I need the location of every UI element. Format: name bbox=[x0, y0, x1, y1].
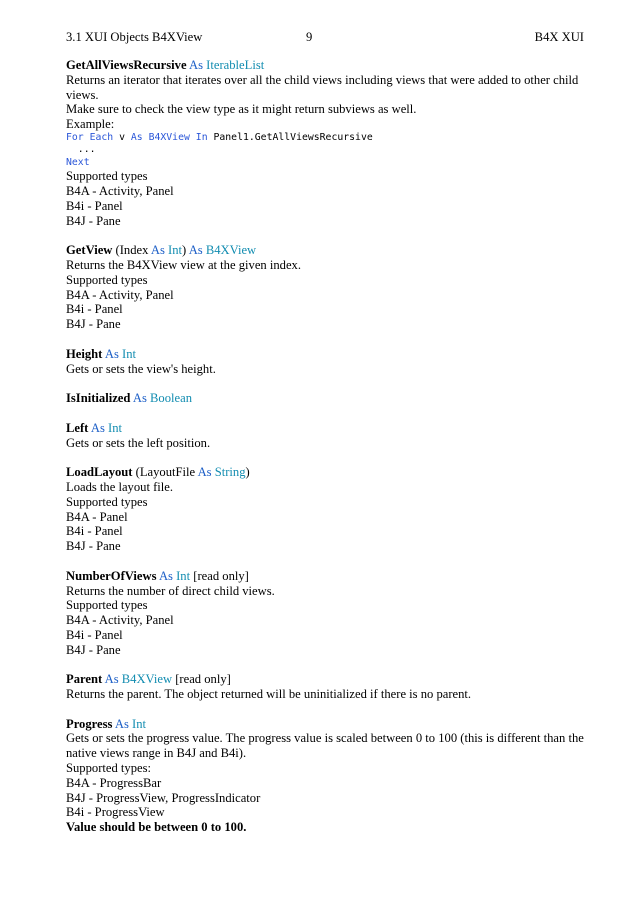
supported-b4i: B4i - Panel bbox=[66, 198, 123, 213]
description: Gets or sets the left position. bbox=[66, 435, 211, 450]
return-type: Int bbox=[176, 568, 191, 583]
return-type: Boolean bbox=[150, 391, 192, 406]
keyword-as: As bbox=[150, 243, 165, 258]
supported-b4j: B4J - Pane bbox=[66, 539, 121, 554]
supported-types-label: Supported types bbox=[66, 598, 148, 613]
supported-b4i: B4i - ProgressView bbox=[66, 805, 165, 820]
keyword-as: As bbox=[158, 568, 173, 583]
entry-get-view bbox=[66, 243, 586, 332]
read-only-suffix: [read only] bbox=[172, 672, 231, 687]
code-keyword-as: As bbox=[130, 131, 143, 143]
params-open: (LayoutFile bbox=[132, 465, 198, 480]
entry-progress bbox=[66, 717, 586, 835]
supported-types-label: Supported types: bbox=[66, 761, 152, 776]
code-keyword-next: Next bbox=[66, 156, 90, 168]
supported-types-label: Supported types bbox=[66, 494, 148, 509]
description: Returns the parent. The object returned will be uninitialized if there is no parent. bbox=[66, 687, 472, 702]
supported-b4j: B4J - Pane bbox=[66, 642, 121, 657]
entry-get-all-views-recursive bbox=[66, 58, 586, 228]
return-type: IterableList bbox=[206, 58, 265, 72]
params-close: ) bbox=[245, 465, 250, 480]
code-ellipsis: ... bbox=[66, 144, 96, 156]
member-name: Left bbox=[66, 420, 89, 435]
supported-b4j: B4J - Pane bbox=[66, 317, 121, 332]
entry-signature bbox=[66, 243, 586, 258]
keyword-as: As bbox=[104, 672, 119, 687]
code-keyword-for-each: For Each bbox=[66, 131, 114, 143]
description: Returns the number of direct child views. bbox=[66, 583, 275, 598]
description: Returns the B4XView view at the given index. bbox=[66, 257, 301, 272]
supported-b4i: B4i - Panel bbox=[66, 524, 123, 539]
keyword-as: As bbox=[114, 716, 129, 731]
entry-signature bbox=[66, 347, 586, 362]
entry-left bbox=[66, 421, 586, 451]
member-name: LoadLayout bbox=[66, 465, 133, 480]
description: Gets or sets the view's height. bbox=[66, 361, 216, 376]
param-type: String bbox=[214, 465, 246, 480]
code-type: B4XView bbox=[148, 131, 190, 143]
code-example bbox=[66, 132, 586, 169]
entry-load-layout bbox=[66, 465, 586, 554]
value-range-note: Value should be between 0 to 100. bbox=[66, 820, 247, 835]
supported-b4a: B4A - Activity, Panel bbox=[66, 287, 174, 302]
return-type: Int bbox=[122, 346, 137, 361]
supported-b4i: B4i - Panel bbox=[66, 627, 123, 642]
description: Gets or sets the progress value. The progress value is scaled between 0 to 100 (this is different than the native views range in B4J and B4i). bbox=[66, 731, 584, 761]
supported-types-label: Supported types bbox=[66, 272, 148, 287]
header-section-title: 3.1 XUI Objects B4XView bbox=[66, 30, 203, 44]
keyword-as: As bbox=[90, 420, 105, 435]
member-name: Parent bbox=[66, 672, 103, 687]
entry-number-of-views bbox=[66, 569, 586, 658]
description-note: Make sure to check the view type as it might return subviews as well. bbox=[66, 102, 417, 117]
return-type: Int bbox=[132, 716, 147, 731]
description: Returns an iterator that iterates over all the child views including views that were added to other child views. bbox=[66, 72, 579, 102]
supported-b4i: B4i - Panel bbox=[66, 302, 123, 317]
document-body bbox=[66, 58, 586, 850]
keyword-as: As bbox=[132, 391, 147, 406]
code-variable: v bbox=[113, 131, 131, 143]
member-name: NumberOfViews bbox=[66, 568, 157, 583]
member-name: GetView bbox=[66, 243, 113, 258]
example-label: Example: bbox=[66, 117, 115, 132]
entry-is-initialized bbox=[66, 391, 586, 406]
supported-b4a: B4A - Activity, Panel bbox=[66, 184, 174, 198]
supported-b4a: B4A - Panel bbox=[66, 509, 128, 524]
description: Loads the layout file. bbox=[66, 479, 174, 494]
entry-signature bbox=[66, 391, 586, 406]
read-only-suffix: [read only] bbox=[190, 568, 249, 583]
header-page-number: 9 bbox=[306, 30, 313, 44]
keyword-as: As bbox=[104, 346, 119, 361]
entry-signature bbox=[66, 569, 586, 584]
entry-signature bbox=[66, 717, 586, 732]
entry-parent bbox=[66, 672, 586, 702]
supported-types-label: Supported types bbox=[66, 169, 148, 184]
params-open: (Index bbox=[112, 243, 151, 258]
member-name: Progress bbox=[66, 716, 113, 731]
entry-height bbox=[66, 347, 586, 377]
params-close: ) bbox=[182, 243, 189, 258]
entry-signature bbox=[66, 672, 586, 687]
supported-b4j: B4J - ProgressView, ProgressIndicator bbox=[66, 790, 261, 805]
param-type: Int bbox=[168, 243, 183, 258]
header-book-title: B4X XUI bbox=[534, 30, 584, 44]
keyword-as: As bbox=[189, 58, 204, 72]
code-keyword-in: In bbox=[195, 131, 208, 143]
member-name: GetAllViewsRecursive bbox=[66, 58, 187, 72]
entry-signature bbox=[66, 58, 586, 73]
member-name: IsInitialized bbox=[66, 391, 131, 406]
supported-b4a: B4A - ProgressBar bbox=[66, 775, 162, 790]
keyword-as-return: As bbox=[188, 243, 203, 258]
code-expression: Panel1.GetAllViewsRecursive bbox=[207, 131, 373, 143]
keyword-as: As bbox=[197, 465, 212, 480]
member-name: Height bbox=[66, 346, 103, 361]
return-type: Int bbox=[108, 420, 123, 435]
return-type: B4XView bbox=[121, 672, 173, 687]
return-type: B4XView bbox=[205, 243, 257, 258]
supported-b4j: B4J - Pane bbox=[66, 213, 121, 228]
entry-signature bbox=[66, 421, 586, 436]
supported-b4a: B4A - Activity, Panel bbox=[66, 613, 174, 628]
entry-signature bbox=[66, 465, 586, 480]
page-header bbox=[66, 28, 584, 46]
